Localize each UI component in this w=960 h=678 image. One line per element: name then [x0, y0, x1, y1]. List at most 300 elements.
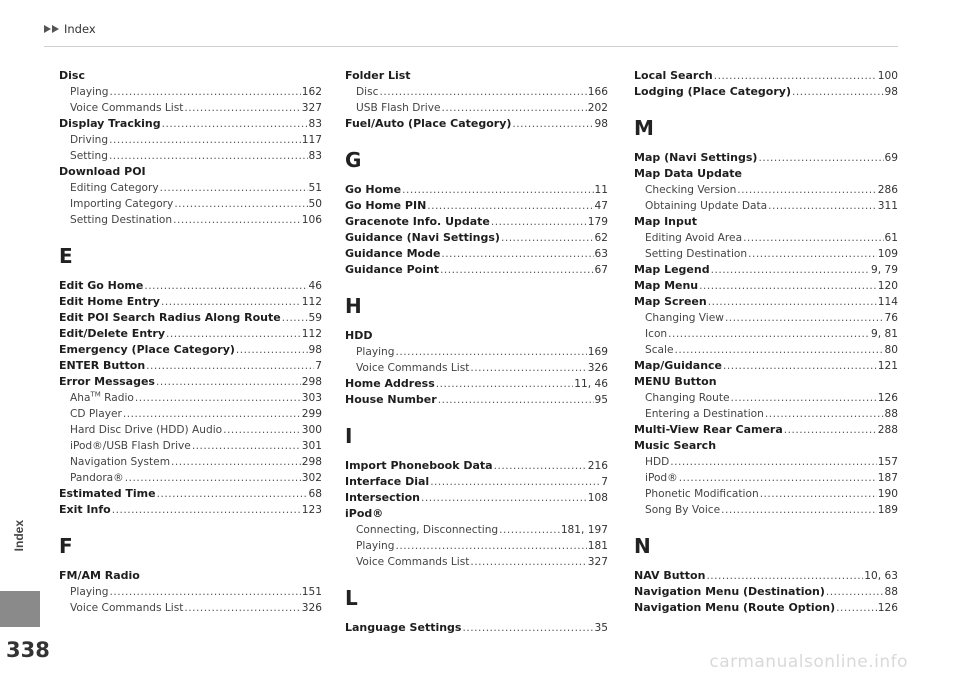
- page-ref[interactable]: 98: [594, 118, 608, 130]
- entry-term: Setting Destination: [70, 214, 173, 226]
- page-ref[interactable]: 80: [884, 344, 898, 356]
- page-ref[interactable]: 46: [308, 280, 322, 292]
- dot-leader: [765, 406, 884, 422]
- entry-term: Guidance Point: [345, 263, 440, 276]
- dot-leader: [470, 554, 586, 570]
- dot-leader: [668, 326, 870, 342]
- dot-leader: [436, 376, 574, 392]
- dot-leader: [438, 392, 594, 408]
- page-ref[interactable]: 59: [308, 312, 322, 324]
- page-ref[interactable]: 327: [587, 556, 608, 568]
- entry-term: Changing Route: [645, 392, 730, 404]
- index-entry: [634, 166, 898, 182]
- side-tab-label: Index: [12, 520, 26, 552]
- entry-term: Go Home: [345, 183, 402, 196]
- page-ref[interactable]: 67: [594, 264, 608, 276]
- dot-leader: [162, 116, 308, 132]
- breadcrumb-label: Index: [64, 22, 96, 36]
- index-entry: [59, 568, 322, 584]
- page-ref[interactable]: 288: [877, 424, 898, 436]
- entry-term: Exit Info: [59, 503, 111, 516]
- page-ref[interactable]: 301: [301, 440, 322, 452]
- page-ref[interactable]: 303: [301, 392, 322, 404]
- section-letter: G: [345, 148, 362, 172]
- dot-leader: [708, 294, 877, 310]
- entry-term: CD Player: [70, 408, 122, 420]
- dot-leader: [236, 342, 308, 358]
- entry-term: Home Address: [345, 377, 435, 390]
- entry-term: Playing: [356, 346, 395, 358]
- section-letter: E: [59, 244, 73, 268]
- page-ref[interactable]: 106: [301, 214, 322, 226]
- index-subentry: [59, 454, 322, 470]
- page-ref[interactable]: 108: [587, 492, 608, 504]
- index-subentry: [634, 198, 898, 214]
- page-ref[interactable]: 181: [587, 540, 608, 552]
- dot-leader: [440, 262, 593, 278]
- dot-leader: [421, 490, 587, 506]
- page-ref[interactable]: 61: [884, 232, 898, 244]
- index-entry: [345, 620, 608, 636]
- dot-leader: [379, 84, 586, 100]
- dot-leader: [462, 620, 593, 636]
- index-subentry: [634, 486, 898, 502]
- index-column-2: [345, 68, 608, 636]
- page-ref[interactable]: 298: [301, 376, 322, 388]
- index-subentry: [59, 132, 322, 148]
- dot-leader: [109, 132, 301, 148]
- index-subentry: [634, 454, 898, 470]
- page-ref[interactable]: 7: [601, 476, 608, 488]
- entry-term: Map Input: [634, 215, 697, 228]
- page-ref[interactable]: 83: [308, 118, 322, 130]
- dot-leader: [714, 68, 877, 84]
- entry-term: Interface Dial: [345, 475, 430, 488]
- dot-leader: [427, 198, 593, 214]
- dot-leader: [109, 148, 308, 164]
- entry-term: Edit POI Search Radius Along Route: [59, 311, 281, 324]
- entry-term: Map/Guidance: [634, 359, 722, 372]
- entry-term: Icon: [645, 328, 668, 340]
- page-ref[interactable]: 83: [308, 150, 322, 162]
- page-ref[interactable]: 126: [877, 392, 898, 404]
- dot-leader: [109, 584, 300, 600]
- index-subentry: [59, 390, 322, 406]
- index-subentry: [59, 148, 322, 164]
- index-entry: [634, 584, 898, 600]
- entry-term: Edit Go Home: [59, 279, 144, 292]
- entry-term: Map Data Update: [634, 167, 742, 180]
- entry-term: Intersection: [345, 491, 421, 504]
- index-subentry: [634, 246, 898, 262]
- dot-leader: [171, 454, 301, 470]
- index-entry: [59, 294, 322, 310]
- dot-leader: [836, 600, 877, 616]
- index-entry: [345, 328, 608, 344]
- index-subentry: [345, 84, 608, 100]
- page-ref[interactable]: 62: [594, 232, 608, 244]
- dot-leader: [731, 390, 877, 406]
- entry-term: Guidance Mode: [345, 247, 441, 260]
- dot-leader: [144, 278, 307, 294]
- entry-term: Map Menu: [634, 279, 699, 292]
- dot-leader: [675, 342, 884, 358]
- entry-term: Playing: [70, 586, 109, 598]
- entry-term: House Number: [345, 393, 437, 406]
- index-subentry: [59, 422, 322, 438]
- index-subentry: [345, 522, 608, 538]
- dot-leader: [161, 294, 301, 310]
- entry-term: ENTER Button: [59, 359, 146, 372]
- index-subentry: [59, 100, 322, 116]
- dot-leader: [282, 310, 308, 326]
- index-subentry: [345, 100, 608, 116]
- index-entry: [345, 214, 608, 230]
- entry-term: Checking Version: [645, 184, 737, 196]
- index-subentry: [59, 212, 322, 228]
- dot-leader: [441, 246, 593, 262]
- index-subentry: [59, 84, 322, 100]
- index-entry: [345, 246, 608, 262]
- entry-term: Multi-View Rear Camera: [634, 423, 783, 436]
- dot-leader: [395, 538, 586, 554]
- index-subentry: [634, 470, 898, 486]
- dot-leader: [156, 374, 301, 390]
- index-subentry: [634, 342, 898, 358]
- page-ref[interactable]: 299: [301, 408, 322, 420]
- page-ref[interactable]: 151: [301, 586, 322, 598]
- index-entry: [59, 310, 322, 326]
- dot-leader: [723, 358, 877, 374]
- section-letter: M: [634, 116, 654, 140]
- dot-leader: [792, 84, 884, 100]
- entry-term: Navigation Menu (Route Option): [634, 601, 836, 614]
- index-subentry: [345, 538, 608, 554]
- entry-term: iPod®: [645, 472, 678, 484]
- page-ref[interactable]: 179: [587, 216, 608, 228]
- entry-term: Voice Commands List: [70, 102, 184, 114]
- index-subentry: [59, 600, 322, 616]
- page-ref[interactable]: 216: [587, 460, 608, 472]
- arrow-right-icon: [44, 25, 51, 33]
- dot-leader: [494, 458, 587, 474]
- entry-term: Driving: [70, 134, 109, 146]
- dot-leader: [192, 438, 301, 454]
- dot-leader: [760, 486, 877, 502]
- entry-term: Map Screen: [634, 295, 707, 308]
- dot-leader: [395, 344, 586, 360]
- dot-leader: [184, 100, 300, 116]
- dot-leader: [223, 422, 301, 438]
- page-ref[interactable]: 76: [884, 312, 898, 324]
- index-entry: [345, 198, 608, 214]
- page-ref[interactable]: 190: [877, 488, 898, 500]
- entry-term: Voice Commands List: [356, 556, 470, 568]
- entry-term: Editing Avoid Area: [645, 232, 743, 244]
- dot-leader: [109, 84, 300, 100]
- entry-term: USB Flash Drive: [356, 102, 441, 114]
- page-ref[interactable]: 100: [877, 70, 898, 82]
- page-ref[interactable]: 189: [877, 504, 898, 516]
- index-entry: [345, 230, 608, 246]
- section-letter: I: [345, 424, 353, 448]
- index-entry: [59, 374, 322, 390]
- page-ref[interactable]: 112: [301, 328, 322, 340]
- dot-leader: [442, 100, 587, 116]
- index-entry: [59, 502, 322, 518]
- index-entry: [345, 376, 608, 392]
- dot-leader: [112, 502, 301, 518]
- page-ref[interactable]: 311: [877, 200, 898, 212]
- entry-term: Fuel/Auto (Place Category): [345, 117, 512, 130]
- index-entry: [634, 568, 898, 584]
- page-ref[interactable]: 300: [301, 424, 322, 436]
- index-entry: [59, 326, 322, 342]
- index-entry: [634, 68, 898, 84]
- entry-term: Map Legend: [634, 263, 710, 276]
- page-ref[interactable]: 47: [594, 200, 608, 212]
- entry-term: Voice Commands List: [70, 602, 184, 614]
- entry-term: HDD: [645, 456, 670, 468]
- entry-term: Local Search: [634, 69, 713, 82]
- index-subentry: [345, 344, 608, 360]
- index-subentry: [59, 438, 322, 454]
- entry-term: Phonetic Modification: [645, 488, 759, 500]
- page-ref[interactable]: 327: [301, 102, 322, 114]
- page-ref[interactable]: 121: [877, 360, 898, 372]
- entry-term: Folder List: [345, 69, 411, 82]
- page-ref[interactable]: 88: [884, 586, 898, 598]
- page-ref[interactable]: 98: [308, 344, 322, 356]
- entry-term: Language Settings: [345, 621, 462, 634]
- page-ref[interactable]: 157: [877, 456, 898, 468]
- index-entry: [345, 182, 608, 198]
- entry-term: Disc: [59, 69, 85, 82]
- index-tab-marker: [0, 591, 40, 627]
- dot-leader: [160, 180, 308, 196]
- page-ref[interactable]: 63: [594, 248, 608, 260]
- entry-term: Emergency (Place Category): [59, 343, 235, 356]
- index-entry: [634, 358, 898, 374]
- dot-leader: [758, 150, 883, 166]
- index-entry: [634, 150, 898, 166]
- dot-leader: [402, 182, 593, 198]
- index-entry: [345, 392, 608, 408]
- index-entry: [634, 294, 898, 310]
- page-ref[interactable]: 50: [308, 198, 322, 210]
- page-ref[interactable]: 326: [301, 602, 322, 614]
- entry-term: [70, 390, 134, 406]
- index-subentry: [634, 230, 898, 246]
- dot-leader: [721, 502, 877, 518]
- index-entry: [345, 474, 608, 490]
- entry-term: Error Messages: [59, 375, 155, 388]
- dot-leader: [699, 278, 877, 294]
- entry-term: iPod®/USB Flash Drive: [70, 440, 191, 452]
- dot-leader: [499, 522, 560, 538]
- page-ref[interactable]: 123: [301, 504, 322, 516]
- page-ref[interactable]: 68: [308, 488, 322, 500]
- index-entry: [59, 164, 322, 180]
- page-ref[interactable]: 117: [301, 134, 322, 146]
- index-entry: [634, 422, 898, 438]
- index-subentry: [59, 584, 322, 600]
- page-ref[interactable]: 286: [877, 184, 898, 196]
- entry-term: Scale: [645, 344, 674, 356]
- entry-term: HDD: [345, 329, 373, 342]
- page-ref[interactable]: 88: [884, 408, 898, 420]
- page-ref[interactable]: 166: [587, 86, 608, 98]
- entry-term: Song By Voice: [645, 504, 721, 516]
- index-entry: [634, 278, 898, 294]
- page-ref[interactable]: 35: [594, 622, 608, 634]
- page-ref[interactable]: 9, 81: [871, 328, 898, 340]
- index-subentry: [59, 406, 322, 422]
- section-letter: F: [59, 534, 73, 558]
- index-subentry: [634, 182, 898, 198]
- dot-leader: [501, 230, 594, 246]
- page-ref[interactable]: 326: [587, 362, 608, 374]
- entry-term: Playing: [356, 540, 395, 552]
- index-subentry: [634, 406, 898, 422]
- index-entry: [634, 438, 898, 454]
- entry-term: Pandora®: [70, 472, 124, 484]
- entry-term: MENU Button: [634, 375, 717, 388]
- section-letter: L: [345, 586, 358, 610]
- entry-term: Hard Disc Drive (HDD) Audio: [70, 424, 223, 436]
- page-ref[interactable]: 302: [301, 472, 322, 484]
- page-ref[interactable]: 126: [877, 602, 898, 614]
- index-entry: [634, 374, 898, 390]
- page-ref[interactable]: 202: [587, 102, 608, 114]
- dot-leader: [174, 196, 307, 212]
- entry-term: Changing View: [645, 312, 724, 324]
- entry-term: Map (Navi Settings): [634, 151, 758, 164]
- dot-leader: [173, 212, 301, 228]
- entry-term: Lodging (Place Category): [634, 85, 791, 98]
- entry-term: NAV Button: [634, 569, 706, 582]
- index-entry: [634, 84, 898, 100]
- page-ref[interactable]: 11: [594, 184, 608, 196]
- page-number: 338: [6, 638, 50, 662]
- entry-term: Estimated Time: [59, 487, 156, 500]
- index-entry: [634, 600, 898, 616]
- page-ref[interactable]: 112: [301, 296, 322, 308]
- dot-leader: [123, 406, 301, 422]
- dot-leader: [826, 584, 884, 600]
- page-ref[interactable]: 109: [877, 248, 898, 260]
- entry-term: Display Tracking: [59, 117, 161, 130]
- page-ref[interactable]: 114: [877, 296, 898, 308]
- page-ref[interactable]: 11, 46: [574, 378, 608, 390]
- index-subentry: [634, 310, 898, 326]
- entry-term: Go Home PIN: [345, 199, 427, 212]
- index-entry: [59, 486, 322, 502]
- dot-leader: [125, 470, 301, 486]
- page-ref[interactable]: 7: [315, 360, 322, 372]
- page-ref[interactable]: 187: [877, 472, 898, 484]
- entry-term: Navigation System: [70, 456, 171, 468]
- entry-term: Editing Category: [70, 182, 159, 194]
- index-entry: [59, 342, 322, 358]
- page-ref[interactable]: 10, 63: [864, 570, 898, 582]
- entry-term: Download POI: [59, 165, 146, 178]
- index-column-1: [59, 68, 322, 616]
- dot-leader: [743, 230, 883, 246]
- dot-leader: [784, 422, 877, 438]
- index-entry: [59, 68, 322, 84]
- section-letter: H: [345, 294, 362, 318]
- index-entry: [634, 214, 898, 230]
- section-letter: N: [634, 534, 651, 558]
- dot-leader: [748, 246, 877, 262]
- index-subentry: [634, 326, 898, 342]
- page-ref[interactable]: 181, 197: [560, 524, 608, 536]
- entry-term: Edit Home Entry: [59, 295, 160, 308]
- dot-leader: [470, 360, 586, 376]
- header-divider: [44, 46, 898, 47]
- entry-term: Playing: [70, 86, 109, 98]
- index-entry: [59, 278, 322, 294]
- page-ref[interactable]: 169: [587, 346, 608, 358]
- dot-leader: [135, 390, 301, 406]
- dot-leader: [430, 474, 600, 490]
- index-subentry: [634, 390, 898, 406]
- index-entry: [345, 506, 608, 522]
- dot-leader: [670, 454, 876, 470]
- entry-term: Voice Commands List: [356, 362, 470, 374]
- side-tab: [0, 0, 50, 678]
- entry-term: Gracenote Info. Update: [345, 215, 490, 228]
- entry-term: Entering a Destination: [645, 408, 764, 420]
- dot-leader: [725, 310, 884, 326]
- index-subentry: [634, 502, 898, 518]
- page-ref[interactable]: 95: [594, 394, 608, 406]
- entry-term: Importing Category: [70, 198, 174, 210]
- trademark-sup: TM: [90, 390, 101, 399]
- page-ref[interactable]: 69: [884, 152, 898, 164]
- dot-leader: [768, 198, 877, 214]
- index-subentry: [59, 196, 322, 212]
- page-ref[interactable]: 51: [308, 182, 322, 194]
- entry-term: FM/AM Radio: [59, 569, 140, 582]
- dot-leader: [737, 182, 876, 198]
- page-ref[interactable]: 98: [884, 86, 898, 98]
- arrow-right-icon: [52, 25, 59, 33]
- dot-leader: [146, 358, 314, 374]
- entry-term: Setting Destination: [645, 248, 748, 260]
- page-ref[interactable]: 298: [301, 456, 322, 468]
- dot-leader: [512, 116, 593, 132]
- index-entry: [59, 116, 322, 132]
- entry-term-part: Radio: [100, 392, 134, 404]
- index-entry: [59, 358, 322, 374]
- index-entry: [345, 262, 608, 278]
- index-subentry: [345, 360, 608, 376]
- dot-leader: [711, 262, 870, 278]
- entry-term: Setting: [70, 150, 108, 162]
- entry-term: Edit/Delete Entry: [59, 327, 166, 340]
- page-ref[interactable]: 120: [877, 280, 898, 292]
- index-subentry: [345, 554, 608, 570]
- entry-term: Navigation Menu (Destination): [634, 585, 825, 598]
- index-entry: [345, 490, 608, 506]
- entry-term: Obtaining Update Data: [645, 200, 768, 212]
- page-ref[interactable]: 162: [301, 86, 322, 98]
- page-ref[interactable]: 9, 79: [871, 264, 898, 276]
- watermark: carmanualsonline.info: [709, 652, 908, 672]
- entry-term: Connecting, Disconnecting: [356, 524, 499, 536]
